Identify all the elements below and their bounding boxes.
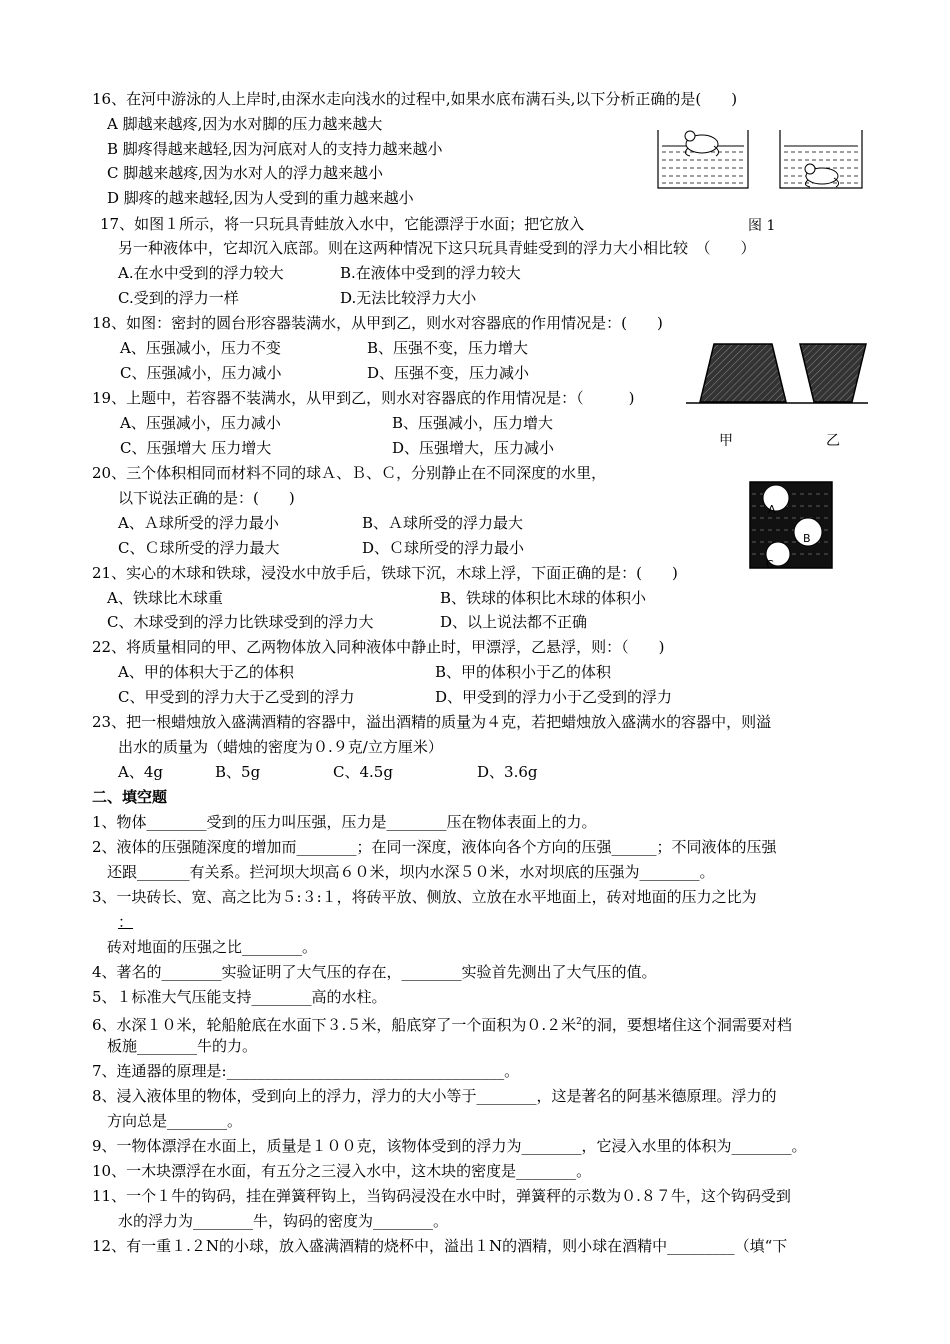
fill-6-text-b: 的洞，要想堵住这个洞需要对档 bbox=[581, 1016, 792, 1034]
q21-option-a: A、铁球比木球重 bbox=[107, 589, 223, 607]
fill-10: 10、一木块漂浮在水面，有五分之三浸入水中，这木块的密度是________。 bbox=[92, 1162, 592, 1180]
q16-option-c: C 脚越来越疼,因为水对人的浮力越来越小 bbox=[107, 164, 384, 182]
q22-stem: 22、将质量相同的甲、乙两物体放入同种液体中静止时，甲漂浮，乙悬浮，则：（ ) bbox=[92, 638, 665, 656]
q18-stem: 18、如图：密封的圆台形容器装满水，从甲到乙，则水对容器底的作用情况是：( ) bbox=[92, 314, 663, 332]
fill-2-line2: 还跟_______有关系。拦河坝大坝高６０米，坝内水深５０米，水对坝底的压强为________。 bbox=[107, 863, 715, 881]
fill-6-line1 bbox=[92, 1012, 792, 1035]
fill-11-line1: 11、一个１牛的钩码，挂在弹簧秤钩上，当钩码浸没在水中时，弹簧秤的示数为０.８７牛，这个钩码受到 bbox=[92, 1187, 791, 1205]
frog-containers-figure bbox=[652, 122, 872, 194]
q23-option-b: B、5g bbox=[215, 763, 261, 781]
q22-option-d: D、甲受到的浮力小于乙受到的浮力 bbox=[435, 688, 673, 706]
fill-6-text-a: 6、水深１０米，轮船舱底在水面下３.５米，船底穿了一个面积为０.２米 bbox=[92, 1016, 577, 1034]
fill-3-line1: 3、一块砖长、宽、高之比为５:３:１，将砖平放、侧放、立放在水平地面上，砖对地面的压力之比为 bbox=[92, 888, 757, 906]
fill-11-line2: 水的浮力为________牛，钩码的密度为________。 bbox=[118, 1212, 449, 1230]
sunken-frog-icon bbox=[805, 164, 839, 187]
label-yi: 乙 bbox=[826, 433, 840, 449]
ball-a-shape bbox=[763, 485, 789, 511]
ball-a-label: A bbox=[768, 503, 776, 516]
fill-7: 7、连通器的原理是:_____________________________________。 bbox=[92, 1062, 520, 1080]
fill-6-superscript: 2 bbox=[576, 1017, 582, 1027]
q23-option-a: A、4g bbox=[118, 763, 163, 781]
q19-option-a: A、压强减小，压力减小 bbox=[120, 414, 281, 432]
container-jia-shape bbox=[700, 344, 786, 402]
q19-option-d: D、压强增大，压力减小 bbox=[392, 439, 555, 457]
q17-stem-line1: 17、如图１所示，将一只玩具青蛙放入水中，它能漂浮于水面；把它放入 bbox=[100, 215, 585, 233]
q17-stem-line2: 另一种液体中，它却沉入底部。则在这两种情况下这只玩具青蛙受到的浮力大小相比较 （ ） bbox=[118, 239, 756, 257]
q21-option-b: B、铁球的体积比木球的体积小 bbox=[440, 589, 647, 607]
ball-b-label: B bbox=[803, 532, 811, 545]
fill-5: 5、１标准大气压能支持________高的水柱。 bbox=[92, 988, 387, 1006]
q18-option-c: C、压强减小，压力减小 bbox=[120, 364, 282, 382]
q19-option-c: C、压强增大 压力增大 bbox=[120, 439, 272, 457]
fill-4: 4、著名的________实验证明了大气压的存在，________实验首先测出了大气压的值。 bbox=[92, 963, 657, 981]
q19-option-b: B、压强减小，压力增大 bbox=[392, 414, 554, 432]
q20-option-b: B、Ａ球所受的浮力最大 bbox=[362, 514, 524, 532]
fill-12: 12、有一重１.２N的小球，放入盛满酒精的烧杯中，溢出１N的酒精，则小球在酒精中_________（填“下 bbox=[92, 1237, 788, 1255]
q22-option-c: C、甲受到的浮力大于乙受到的浮力 bbox=[118, 688, 355, 706]
q17-option-b: B.在液体中受到的浮力较大 bbox=[340, 264, 521, 282]
fill-3-line3: 砖对地面的压强之比________。 bbox=[107, 938, 318, 956]
ball-c-label: C bbox=[766, 558, 774, 570]
q18-option-b: B、压强不变，压力增大 bbox=[367, 339, 529, 357]
q22-option-b: B、甲的体积小于乙的体积 bbox=[435, 663, 612, 681]
frustum-containers-figure bbox=[680, 340, 870, 410]
container-yi-shape bbox=[800, 344, 866, 402]
q16-stem: 16、在河中游泳的人上岸时,由深水走向浅水的过程中,如果水底布满石头,以下分析正确的是( ) bbox=[92, 90, 738, 108]
q20-stem-line2: 以下说法正确的是：( ) bbox=[118, 489, 295, 507]
fill-3-line2: ： bbox=[118, 913, 134, 931]
q20-option-a: A、Ａ球所受的浮力最小 bbox=[118, 514, 279, 532]
q23-option-c: C、4.5g bbox=[333, 763, 393, 781]
q20-option-c: C、Ｃ球所受的浮力最大 bbox=[118, 539, 280, 557]
q19-stem: 19、上题中，若容器不装满水，从甲到乙，则水对容器底的作用情况是：（ ) bbox=[92, 389, 635, 407]
q23-stem-line1: 23、把一根蜡烛放入盛满酒精的容器中，溢出酒精的质量为４克，若把蜡烛放入盛满水的容器中，则溢 bbox=[92, 713, 772, 731]
figure-1-label: 图 1 bbox=[748, 218, 776, 234]
q21-option-d: D、以上说法都不正确 bbox=[440, 613, 588, 631]
fill-9: 9、一物体漂浮在水面上，质量是１００克，该物体受到的浮力为________，它浸入水里的体积为________。 bbox=[92, 1137, 807, 1155]
q22-option-a: A、甲的体积大于乙的体积 bbox=[118, 663, 294, 681]
q20-option-d: D、Ｃ球所受的浮力最小 bbox=[362, 539, 525, 557]
q23-option-d: D、3.6g bbox=[477, 763, 538, 781]
q17-option-c: C.受到的浮力一样 bbox=[118, 289, 239, 307]
fill-8-line2: 方向总是________。 bbox=[107, 1112, 243, 1130]
fill-1: 1、物体________受到的压力叫压强，压力是________压在物体表面上的力。 bbox=[92, 813, 597, 831]
three-balls-figure bbox=[748, 480, 836, 570]
fill-2-line1: 2、液体的压强随深度的增加而________；在同一深度，液体向各个方向的压强______；不同液体的压强 bbox=[92, 838, 777, 856]
q16-option-a: A 脚越来越疼,因为水对脚的压力越来越大 bbox=[107, 115, 383, 133]
q20-stem-line1: 20、三个体积相同而材料不同的球Ａ、Ｂ、Ｃ，分别静止在不同深度的水里， bbox=[92, 464, 607, 482]
q17-option-d: D.无法比较浮力大小 bbox=[340, 289, 477, 307]
q23-stem-line2: 出水的质量为（蜡烛的密度为０.９克/立方厘米） bbox=[118, 738, 443, 756]
q16-option-b: B 脚疼得越来越轻,因为河底对人的支持力越来越小 bbox=[107, 140, 443, 158]
section-2-title: 二、填空题 bbox=[92, 788, 168, 806]
fill-6-line2: 板施________牛的力。 bbox=[107, 1037, 258, 1055]
q18-option-d: D、压强不变，压力减小 bbox=[367, 364, 530, 382]
q21-option-c: C、木球受到的浮力比铁球受到的浮力大 bbox=[107, 613, 374, 631]
q17-option-a: A.在水中受到的浮力较大 bbox=[118, 264, 284, 282]
fill-8-line1: 8、浸入液体里的物体，受到向上的浮力，浮力的大小等于________，这是著名的阿基米德原理。浮力的 bbox=[92, 1087, 777, 1105]
q21-stem: 21、实心的木球和铁球，浸没水中放手后，铁球下沉，木球上浮，下面正确的是：( ) bbox=[92, 564, 678, 582]
q16-option-d: D 脚疼的越来越轻,因为人受到的重力越来越小 bbox=[107, 189, 414, 207]
q18-option-a: A、压强减小，压力不变 bbox=[120, 339, 281, 357]
label-jia: 甲 bbox=[719, 433, 733, 449]
